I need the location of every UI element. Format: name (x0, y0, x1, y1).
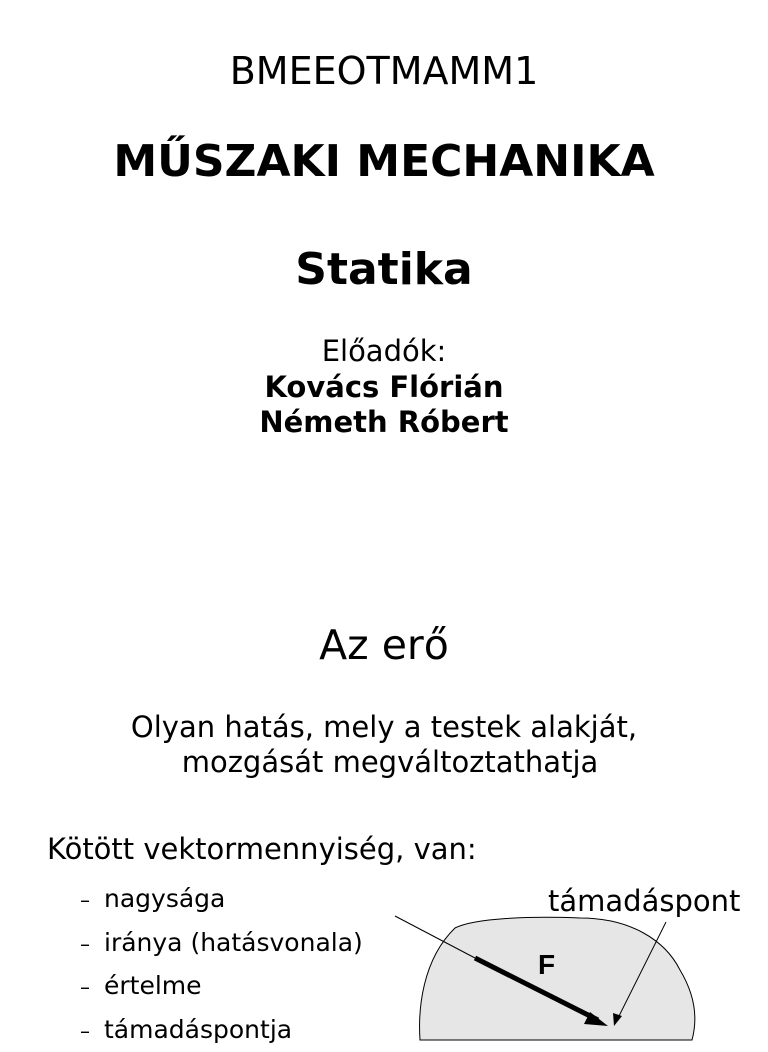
attack-point-label: támadáspont (548, 883, 740, 919)
property-text: iránya (hatásvonala) (104, 928, 363, 957)
bound-vector-heading: Kötött vektormennyiség, van: (47, 831, 477, 867)
list-item (80, 965, 363, 1009)
section-title: Statika (0, 244, 768, 296)
lecturers-label: Előadók: (0, 333, 768, 369)
property-text: támadáspontja (104, 1015, 292, 1044)
rigid-body-shape (420, 917, 695, 1040)
list-item (80, 1009, 363, 1052)
list-item (80, 878, 363, 922)
dash-bullet-icon: – (80, 879, 104, 922)
dash-bullet-icon: – (80, 923, 104, 966)
course-title: MŰSZAKI MECHANIKA (0, 136, 768, 188)
list-item (80, 922, 363, 966)
dash-bullet-icon: – (80, 1010, 104, 1052)
lecturer-name: Németh Róbert (0, 404, 768, 440)
course-code: BMEEOTMAMM1 (0, 48, 768, 94)
force-symbol: F (538, 948, 555, 982)
property-list (80, 878, 363, 1052)
dash-bullet-icon: – (80, 966, 104, 1009)
property-text: értelme (104, 971, 202, 1000)
property-text: nagysága (104, 884, 225, 913)
lecturer-name: Kovács Flórián (0, 369, 768, 405)
slide-title: Az erő (0, 620, 768, 670)
definition-line: Olyan hatás, mely a testek alakját, (0, 709, 768, 745)
definition-line: mozgását megváltoztathatja (0, 744, 768, 780)
